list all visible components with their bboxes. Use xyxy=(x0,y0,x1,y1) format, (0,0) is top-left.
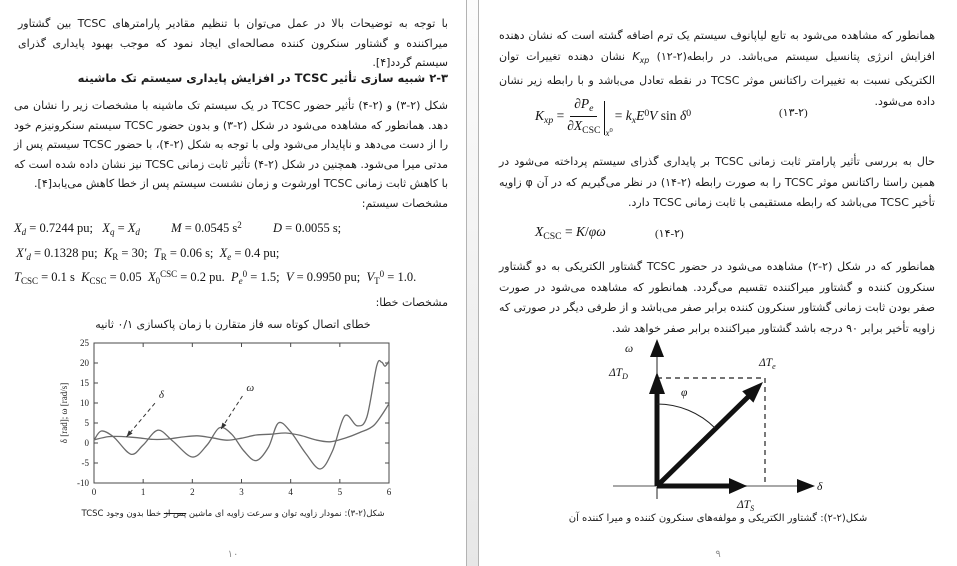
svg-text:25: 25 xyxy=(80,338,89,348)
svg-text:δ: δ xyxy=(158,389,165,402)
svg-text:-5: -5 xyxy=(81,458,89,468)
electrical-torque-arrow xyxy=(657,396,749,486)
section-heading: ۲-۳ شبیه سازی تأثیر TCSC در افزایش پایداری سیستم تک ماشینه xyxy=(77,71,448,85)
svg-text:1: 1 xyxy=(140,487,146,497)
svg-text:15: 15 xyxy=(80,378,89,388)
system-params-line1: $X_d = 0.7244$ pu; $X_q = X_d$ M = 0.0545 $s^2$ D = 0.0055 s; xyxy=(14,220,342,237)
page-number-right: ۹ xyxy=(715,549,721,560)
svg-text:-10: -10 xyxy=(77,478,89,488)
system-params-line2: $X'_d = 0.1328$ pu; $K_R = 30$; $T_R = 0.06$ s; $X_e = 0.4$ pu; xyxy=(16,246,280,262)
svg-text:20: 20 xyxy=(80,358,89,368)
delta-te-label: $\Delta T_e$ xyxy=(759,357,776,371)
equation-14 xyxy=(535,224,606,242)
svg-text:3: 3 xyxy=(239,487,244,497)
svg-text:2: 2 xyxy=(190,487,195,497)
figure-chart xyxy=(58,337,398,507)
svg-text:0: 0 xyxy=(84,438,89,448)
delta-axis-arrowhead xyxy=(797,479,815,493)
system-specs-label: مشخصات سیستم: xyxy=(361,197,448,210)
omega-axis-arrowhead xyxy=(650,339,664,357)
left-page xyxy=(0,0,466,566)
paragraph-time-constant: حال به بررسی تأثیر پارامتر ثابت زمانی TCSC بر پایداری گذرای سیستم پرداخته می‌شود در همین راستا راکتانس موثر TCSC را به صورت رابطه (۲-۱۴) در نظر می‌گیریم که در آن φ زاویه تأخیر TCSC می‌باشد که رابطه مستقیمی با ثابت زمانی TCSC دارد. xyxy=(499,155,935,209)
eq13-fraction xyxy=(567,96,600,137)
delta-td-label: $\Delta T_D$ xyxy=(609,367,628,381)
phi-label: φ xyxy=(681,387,688,399)
svg-text:5: 5 xyxy=(337,487,343,497)
svg-text:0: 0 xyxy=(91,487,97,497)
delta-ts-label: $\Delta T_S$ xyxy=(737,499,755,513)
system-params-line3: $T_{CSC} = 0.1$ s $K_{CSC} = 0.05$ $X_0^{CSC} = 0.2$ pu. $P_e^0 = 1.5$; V = 0.9950 pu; $V_T^0 = 1.0$. xyxy=(14,269,417,286)
fault-specs-label: مشخصات خطا: xyxy=(375,296,448,309)
figure-diagram xyxy=(569,336,839,516)
equation-13 xyxy=(535,96,691,137)
svg-text:δ [rad]; ω [rad/s]: δ [rad]; ω [rad/s] xyxy=(59,382,69,444)
eq13-eval-point: $x^0$ xyxy=(605,126,613,138)
svg-text:6: 6 xyxy=(386,487,392,497)
diagram-caption: شکل(۲-۲): گشتاور الکتریکی و مولفه‌های سنکرون کننده و میرا کننده آن xyxy=(568,513,868,524)
phi-arc xyxy=(657,404,715,428)
page-divider xyxy=(466,0,479,566)
equation-13-number: (۱۳-۲) xyxy=(779,107,808,119)
paragraph-intro: با توجه به توضیحات بالا در عمل می‌توان با تنظیم مقادیر پارامترهای TCSC بین گشتاور میراکننده و گشتاور سنکرون کننده مصالحه‌ای ایجاد نمود که موجب بهبود پایداری گذرای سیستم گردد[۴]. xyxy=(18,17,448,69)
eq13-rhs: = $k_xE^0V$ $\sin \delta^0$ xyxy=(614,107,692,126)
paragraph-lyapunov: همانطور که مشاهده می‌شود به تابع لیاپانوف سیستم یک ترم اضافه گشته است که نشان دهنده افزایش انرژی پتانسیل سیستم می‌باشد. در رابطه(۲-۱۲) $K_{xp}$ نشان دهنده تغییرات توان الکتریکی نسبت به تغییرات راکتانس موثر TCSC در نقطه تعادل می‌باشد و با رابطه زیر نشان داده می‌شود. xyxy=(499,29,935,108)
page-number-left: ۱۰ xyxy=(227,549,239,560)
chart-caption: شکل(۲-۳): نمودار زاویه توان و سرعت زاویه ای ماشین پس از خطا بدون وجود TCSC xyxy=(81,509,385,519)
paragraph-simulation: شکل (۲-۳) و (۲-۴) تأثیر حضور TCSC در یک سیستم تک ماشینه با مشخصات زیر را نشان می دهد. همانطور که مشاهده می‌شود در شکل (۲-۳) و بدون حضور TCSC سیستم سنکرونیزم خود را از دست می‌دهد و ناپایدار می‌شود ولی با توجه به شکل (۲-۴)، با حضور TCSC سیستم پس از مدتی میرا می‌شود. همچنین در شکل (۲-۴) تأثیر ثابت زمانی TCSC نیز نشان داده شده است که با کاهش ثابت زمانی TCSC اورشوت و زمان نشست سیستم پس از خطا کاهش می‌یابد[۴]. xyxy=(14,99,449,190)
omega-axis-label: ω xyxy=(625,343,634,355)
fault-description: خطای اتصال کوتاه سه فاز متقارن با زمان پاکسازی ۰/۱ ثانیه xyxy=(95,318,371,331)
paragraph-torque-components: همانطور که در شکل (۲-۲) مشاهده می‌شود در حضور TCSC گشتاور الکتریکی به دو گشتاور سنکرون کننده و گشتاور میراکننده تقسیم می‌گردد. همانطور که مشاهده می‌شود در صورت صفر بودن ثابت زمانی گشتاور سنکرون کننده برابر صفر می‌باشد و از طرفی دیگر در صورتی که زاویه تأخیر برابر ۹۰ درجه باشد گشتاور میراکننده برابر صفر خواهد شد. xyxy=(499,260,935,335)
equation-14-number: (۱۴-۲) xyxy=(655,228,684,240)
eq13-evaluation-bar xyxy=(604,99,613,138)
eq13-denominator: $\partial X_{CSC}$ xyxy=(567,118,601,137)
eq13-lhs: $K_{xp}$ = xyxy=(535,107,565,126)
svg-text:ω: ω xyxy=(246,382,255,394)
delta-axis-label: δ xyxy=(817,481,823,493)
svg-text:10: 10 xyxy=(80,398,89,408)
right-page xyxy=(479,0,957,566)
svg-text:5: 5 xyxy=(84,418,89,428)
eq13-numerator: $\partial P_e$ xyxy=(570,96,597,117)
svg-text:4: 4 xyxy=(288,487,293,497)
eq14-body: $X_{CSC} = K/\varphi\omega$ xyxy=(535,224,606,242)
